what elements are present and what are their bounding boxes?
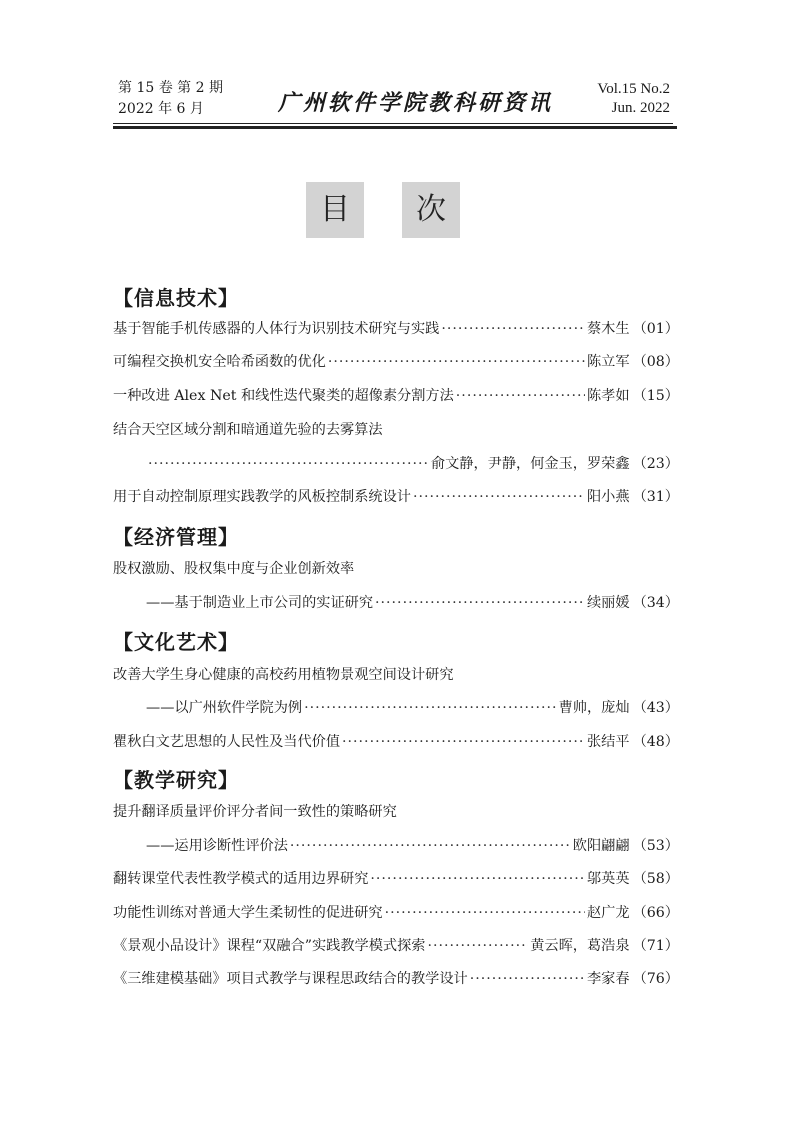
entry-author: 蔡木生 xyxy=(586,321,630,337)
section-heading: 【经济管理】 xyxy=(113,525,239,549)
toc-heading-char: 目 xyxy=(306,182,364,238)
entry-author: 陈立军 xyxy=(586,354,630,370)
toc-entry[interactable] xyxy=(113,351,679,371)
entry-page: （15） xyxy=(632,388,679,404)
entry-title[interactable]: 股权激励、股权集中度与企业创新效率 xyxy=(113,561,355,577)
entry-page: （23） xyxy=(632,456,679,472)
toc-heading xyxy=(0,182,793,238)
journal-header xyxy=(113,76,673,126)
entry-subtitle: ——运用诊断性评价法 xyxy=(146,838,288,854)
toc-entry[interactable] xyxy=(113,318,679,338)
entry-author: 欧阳翩翩 xyxy=(572,838,630,854)
leader-dots xyxy=(370,871,585,887)
entry-title: 瞿秋白文艺思想的人民性及当代价值 xyxy=(113,734,341,750)
journal-title: 广州软件学院教科研资讯 xyxy=(278,91,554,116)
header-rule-thick xyxy=(113,126,677,129)
entry-author: 邬英英 xyxy=(586,871,630,887)
volume-issue-en: Vol.15 No.2 xyxy=(597,81,670,97)
leader-dots xyxy=(304,700,557,716)
entry-title[interactable]: 改善大学生身心健康的高校药用植物景观空间设计研究 xyxy=(113,667,454,683)
toc-heading-char: 次 xyxy=(402,182,460,238)
entry-page: （08） xyxy=(632,354,679,370)
entry-author: 阳小燕 xyxy=(586,489,630,505)
leader-dots xyxy=(148,456,429,472)
entry-page: （76） xyxy=(632,971,679,987)
entry-page: （66） xyxy=(632,905,679,921)
entry-title: 一种改进 Alex Net 和线性迭代聚类的超像素分割方法 xyxy=(113,388,454,404)
toc-entry[interactable] xyxy=(146,835,679,855)
leader-dots xyxy=(375,595,585,611)
header-issue-info-en xyxy=(597,80,670,118)
toc-entry[interactable] xyxy=(113,731,679,751)
toc-entry[interactable] xyxy=(146,453,679,473)
header-issue-info xyxy=(118,78,223,120)
toc-entry[interactable] xyxy=(113,935,679,955)
entry-title: 功能性训练对普通大学生柔韧性的促进研究 xyxy=(113,905,383,921)
entry-page: （34） xyxy=(632,595,679,611)
entry-page: （48） xyxy=(632,734,679,750)
section-heading: 【信息技术】 xyxy=(113,286,239,310)
section-heading: 【教学研究】 xyxy=(113,768,239,792)
entry-page: （71） xyxy=(632,938,679,954)
leader-dots xyxy=(470,971,585,987)
entry-title: 可编程交换机安全哈希函数的优化 xyxy=(113,354,326,370)
entry-author: 俞文静，尹静，何金玉，罗荣鑫 xyxy=(430,456,630,472)
entry-author: 陈孝如 xyxy=(586,388,630,404)
entry-title: 翻转课堂代表性教学模式的适用边界研究 xyxy=(113,871,369,887)
section-heading: 【文化艺术】 xyxy=(113,630,239,654)
entry-author: 张结平 xyxy=(586,734,630,750)
leader-dots xyxy=(342,734,585,750)
entry-title: 用于自动控制原理实践教学的风板控制系统设计 xyxy=(113,489,411,505)
entry-title: 《三维建模基础》项目式教学与课程思政结合的教学设计 xyxy=(113,971,468,987)
issue-date-en: Jun. 2022 xyxy=(611,100,670,116)
entry-subtitle: ——基于制造业上市公司的实证研究 xyxy=(146,595,374,611)
toc-entry[interactable] xyxy=(113,902,679,922)
entry-title: 基于智能手机传感器的人体行为识别技术研究与实践 xyxy=(113,321,440,337)
toc-entry[interactable] xyxy=(113,486,679,506)
entry-author: 赵广龙 xyxy=(586,905,630,921)
entry-title[interactable]: 结合天空区域分割和暗通道先验的去雾算法 xyxy=(113,422,383,438)
entry-page: （43） xyxy=(632,700,679,716)
entry-author: 李家春 xyxy=(586,971,630,987)
header-rule xyxy=(113,123,673,124)
entry-page: （53） xyxy=(632,838,679,854)
entry-author: 续丽媛 xyxy=(586,595,630,611)
leader-dots xyxy=(328,354,585,370)
toc-entry[interactable] xyxy=(113,385,679,405)
toc-entry[interactable] xyxy=(146,697,679,717)
toc-entry[interactable] xyxy=(146,592,679,612)
leader-dots xyxy=(441,321,585,337)
toc-entry[interactable] xyxy=(113,968,679,988)
entry-title: 《景观小品设计》课程“双融合”实践教学模式探索 xyxy=(113,938,426,954)
entry-subtitle: ——以广州软件学院为例 xyxy=(146,700,303,716)
entry-author: 黄云晖，葛浩泉 xyxy=(530,938,630,954)
leader-dots xyxy=(427,938,528,954)
entry-page: （01） xyxy=(632,321,679,337)
entry-title[interactable]: 提升翻译质量评价评分者间一致性的策略研究 xyxy=(113,804,397,820)
issue-date: 2022 年 6 月 xyxy=(118,101,204,117)
leader-dots xyxy=(290,838,571,854)
leader-dots xyxy=(413,489,585,505)
entry-author: 曹帅，庞灿 xyxy=(558,700,630,716)
leader-dots xyxy=(456,388,585,404)
entry-page: （58） xyxy=(632,871,679,887)
toc-entry[interactable] xyxy=(113,868,679,888)
leader-dots xyxy=(385,905,585,921)
volume-issue: 第 15 卷 第 2 期 xyxy=(118,80,223,96)
entry-page: （31） xyxy=(632,489,679,505)
